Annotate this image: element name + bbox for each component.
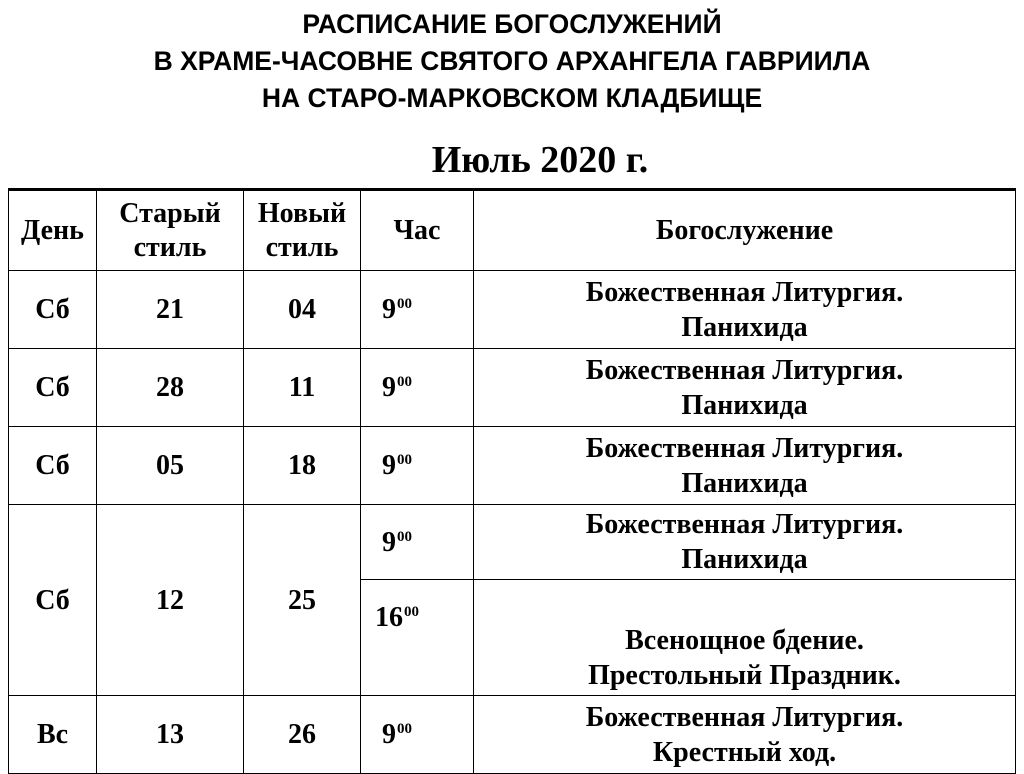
table-row <box>9 696 1016 774</box>
day-cell: Сб <box>9 349 97 427</box>
service-cell <box>474 505 1016 580</box>
col-new-style-header <box>244 190 361 271</box>
hour-value: 9 <box>382 294 396 325</box>
schedule-header <box>0 6 1024 117</box>
service-cell <box>474 271 1016 349</box>
minutes-value: 00 <box>397 721 412 737</box>
table-row <box>9 271 1016 349</box>
service-line-1: Всенощное бдение. <box>625 625 864 656</box>
hour-cell <box>361 427 474 505</box>
hour-value: 9 <box>382 719 396 750</box>
old-style-date-cell: 13 <box>97 696 244 774</box>
service-line-2: Панихида <box>681 544 808 575</box>
minutes-value: 00 <box>397 296 412 312</box>
new-style-date-cell: 11 <box>244 349 361 427</box>
col-hour-header: Час <box>361 190 474 271</box>
old-style-date-cell: 21 <box>97 271 244 349</box>
table-row <box>9 505 1016 580</box>
new-style-word-1: Новый <box>257 197 347 229</box>
minutes-value: 00 <box>397 452 412 468</box>
day-cell: Сб <box>9 505 97 696</box>
old-style-word-2: стиль <box>133 231 207 263</box>
old-style-word-1: Старый <box>119 197 221 229</box>
service-line-1: Божественная Литургия. <box>585 509 904 540</box>
old-style-date-cell: 05 <box>97 427 244 505</box>
new-style-date-cell: 04 <box>244 271 361 349</box>
new-style-word-2: стиль <box>265 231 339 263</box>
table-header-row <box>9 190 1016 271</box>
col-day-header: День <box>9 190 97 271</box>
table-row <box>9 349 1016 427</box>
service-line-2: Престольный Праздник. <box>588 660 901 691</box>
old-style-date-cell: 28 <box>97 349 244 427</box>
service-cell <box>474 427 1016 505</box>
hour-cell <box>361 696 474 774</box>
service-cell <box>474 349 1016 427</box>
hour-cell <box>361 505 474 580</box>
header-line-1: РАСПИСАНИЕ БОГОСЛУЖЕНИЙ <box>302 9 722 39</box>
day-cell: Сб <box>9 271 97 349</box>
new-style-date-cell: 26 <box>244 696 361 774</box>
service-line-1: Божественная Литургия. <box>585 701 904 733</box>
schedule-table <box>8 188 1016 774</box>
month-title: Июль 2020 г. <box>431 139 649 181</box>
hour-value: 9 <box>382 450 396 481</box>
new-style-date-cell: 25 <box>244 505 361 696</box>
hour-cell <box>361 580 474 696</box>
hour-value: 9 <box>382 526 396 558</box>
service-cell <box>474 696 1016 774</box>
hour-value: 16 <box>375 602 403 633</box>
day-cell: Вс <box>9 696 97 774</box>
hour-cell <box>361 349 474 427</box>
service-line-2: Крестный ход. <box>652 736 837 768</box>
col-service-header: Богослужение <box>474 190 1016 271</box>
service-line-2: Панихида <box>681 389 808 421</box>
service-line-1: Божественная Литургия. <box>585 354 904 386</box>
header-line-2: В ХРАМЕ-ЧАСОВНЕ СВЯТОГО АРХАНГЕЛА ГАВРИИЛА <box>153 46 871 76</box>
hour-value: 9 <box>382 372 396 403</box>
old-style-date-cell: 12 <box>97 505 244 696</box>
day-cell: Сб <box>9 427 97 505</box>
minutes-value: 00 <box>397 528 412 545</box>
service-line-2: Панихида <box>681 311 808 343</box>
service-line-2: Панихида <box>681 467 808 499</box>
minutes-value: 00 <box>404 604 419 620</box>
service-cell <box>474 580 1016 696</box>
col-old-style-header <box>97 190 244 271</box>
service-line-1: Божественная Литургия. <box>585 276 904 308</box>
table-row <box>9 427 1016 505</box>
service-line-1: Божественная Литургия. <box>585 432 904 464</box>
header-line-3: НА СТАРО-МАРКОВСКОМ КЛАДБИЩЕ <box>261 83 763 113</box>
new-style-date-cell: 18 <box>244 427 361 505</box>
hour-cell <box>361 271 474 349</box>
minutes-value: 00 <box>397 374 412 390</box>
